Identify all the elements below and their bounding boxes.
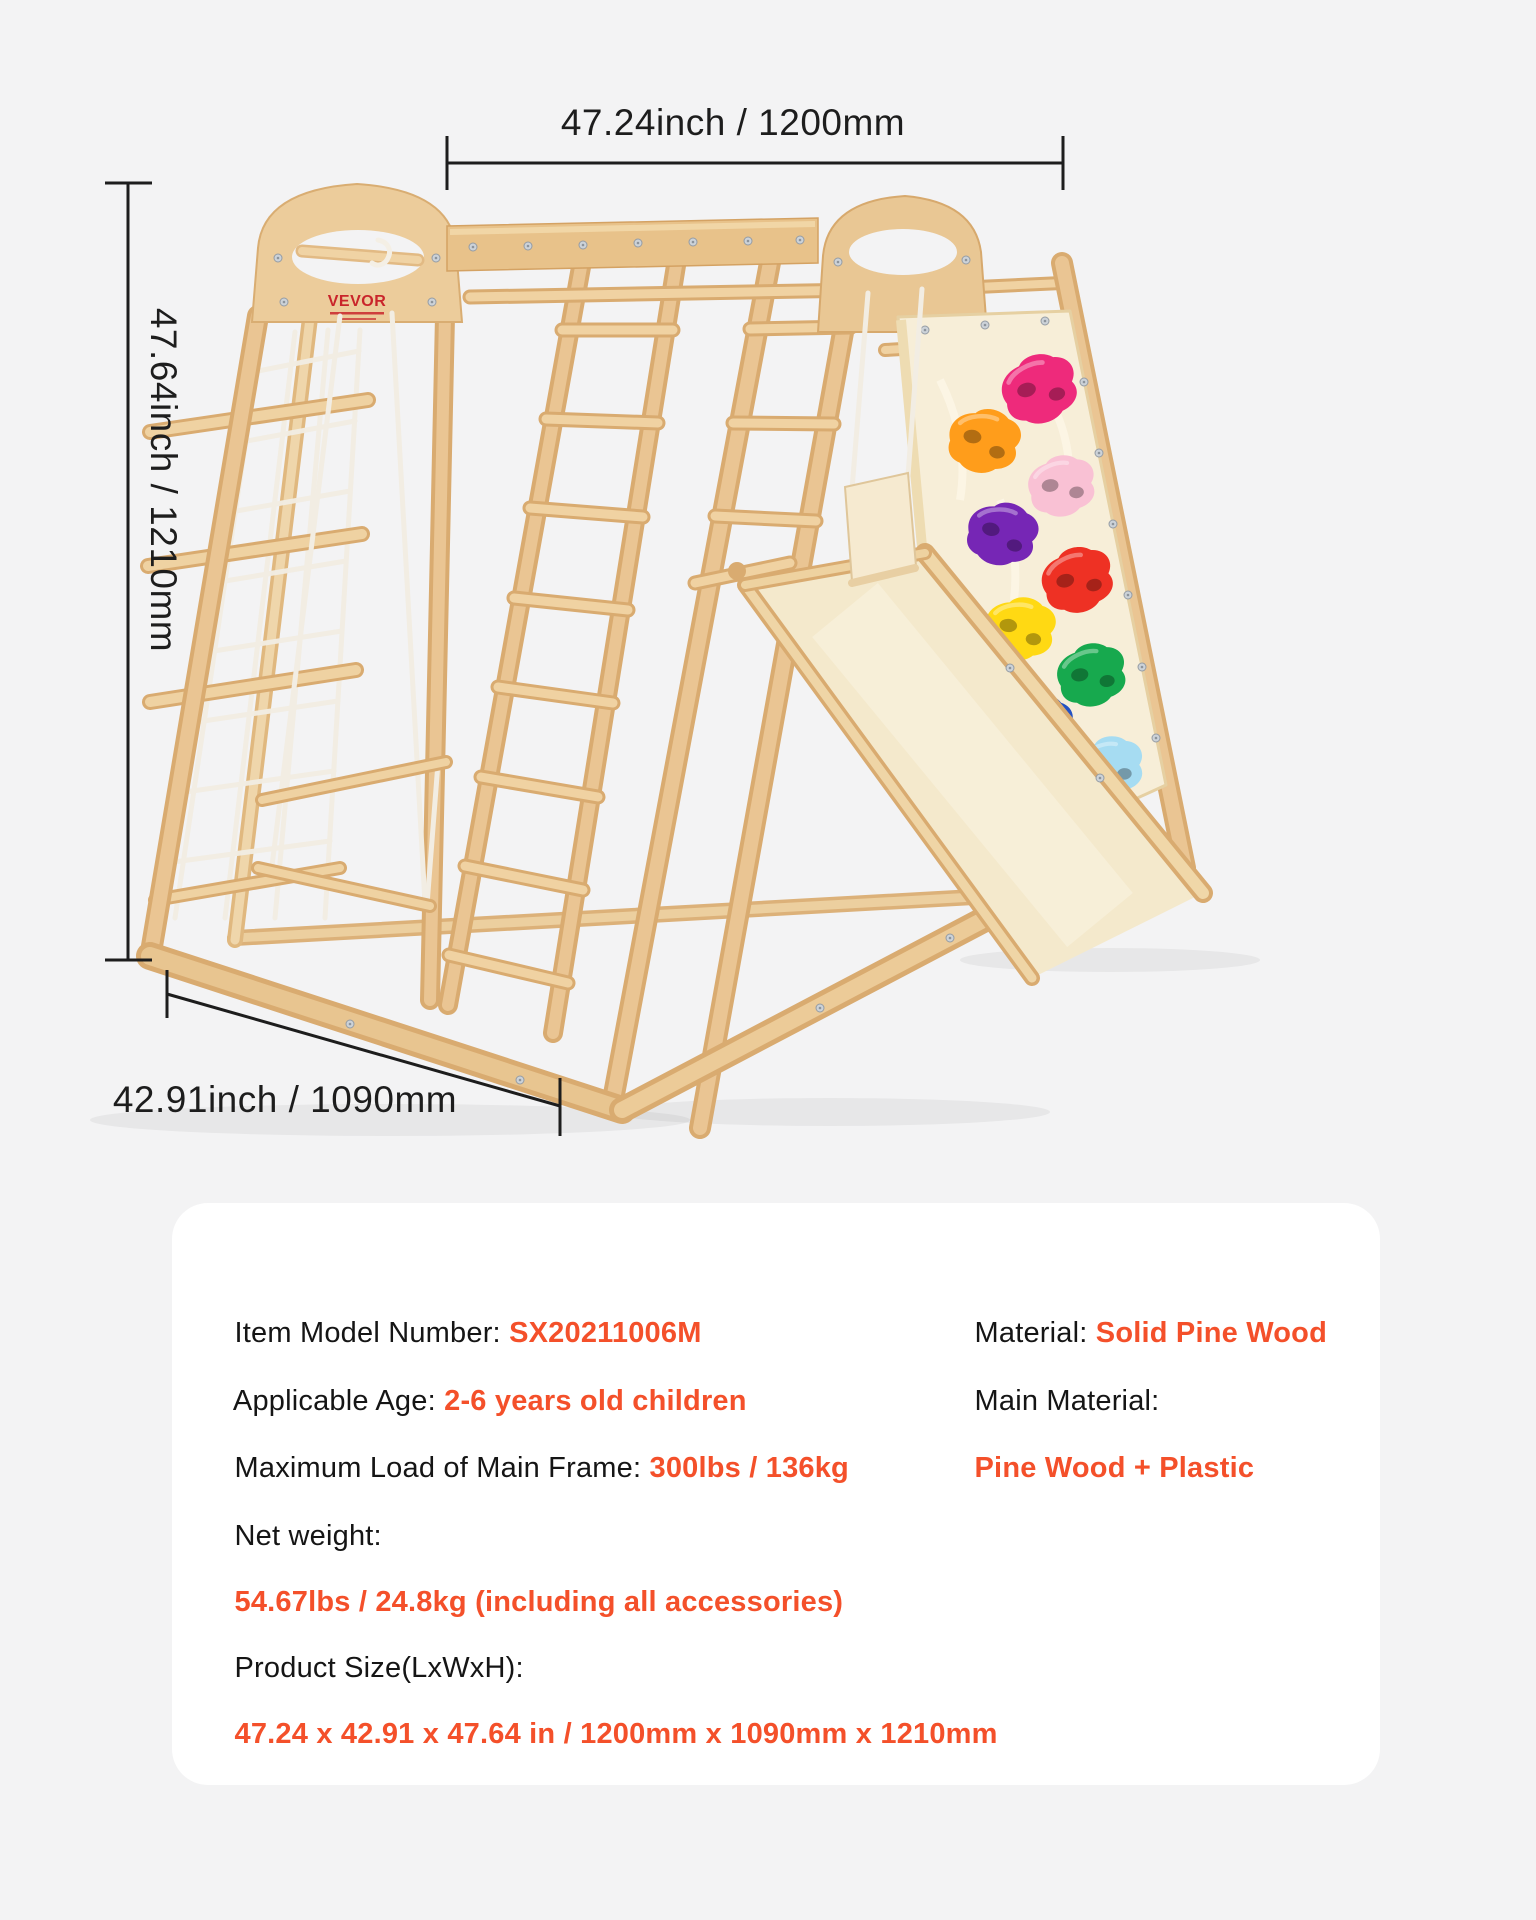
spec-label: Applicable Age: <box>232 1385 445 1417</box>
spec-label: Item Model Number: <box>234 1317 510 1349</box>
spec-product-size-value <box>218 1674 998 1754</box>
spec-label: Net weight: <box>234 1520 382 1552</box>
dimension-label-depth: 42.91inch / 1090mm <box>112 1079 458 1120</box>
swing-seat <box>845 473 916 581</box>
spec-value: SX20211006M <box>509 1317 702 1349</box>
spec-value: 300lbs / 136kg <box>649 1452 849 1484</box>
dimension-label-height: 47.64inch / 1210mm <box>143 307 184 653</box>
spec-value: Pine Wood + Plastic <box>974 1452 1255 1484</box>
brand-arch-panel <box>252 184 462 322</box>
spec-value: 47.24 x 42.91 x 47.64 in / 1200mm x 1090mm x 1210mm <box>234 1718 998 1750</box>
spec-main-material-value <box>958 1408 1254 1488</box>
dimension-line-top-width <box>447 136 1063 190</box>
spec-value: 54.67lbs / 24.8kg (including all accessories) <box>234 1586 844 1618</box>
spec-value: 2-6 years old children <box>444 1385 747 1417</box>
spec-value: Solid Pine Wood <box>1095 1317 1328 1349</box>
spec-label: Product Size(LxWxH): <box>234 1652 524 1684</box>
dimension-label-width: 47.24inch / 1200mm <box>560 102 906 143</box>
brand-logo: VEVOR <box>327 293 387 310</box>
right-arch-panel <box>818 196 987 332</box>
spec-label: Material: <box>974 1317 1096 1349</box>
top-beam <box>447 218 818 271</box>
spec-label: Maximum Load of Main Frame: <box>234 1452 650 1484</box>
spec-label: Main Material: <box>974 1385 1160 1417</box>
